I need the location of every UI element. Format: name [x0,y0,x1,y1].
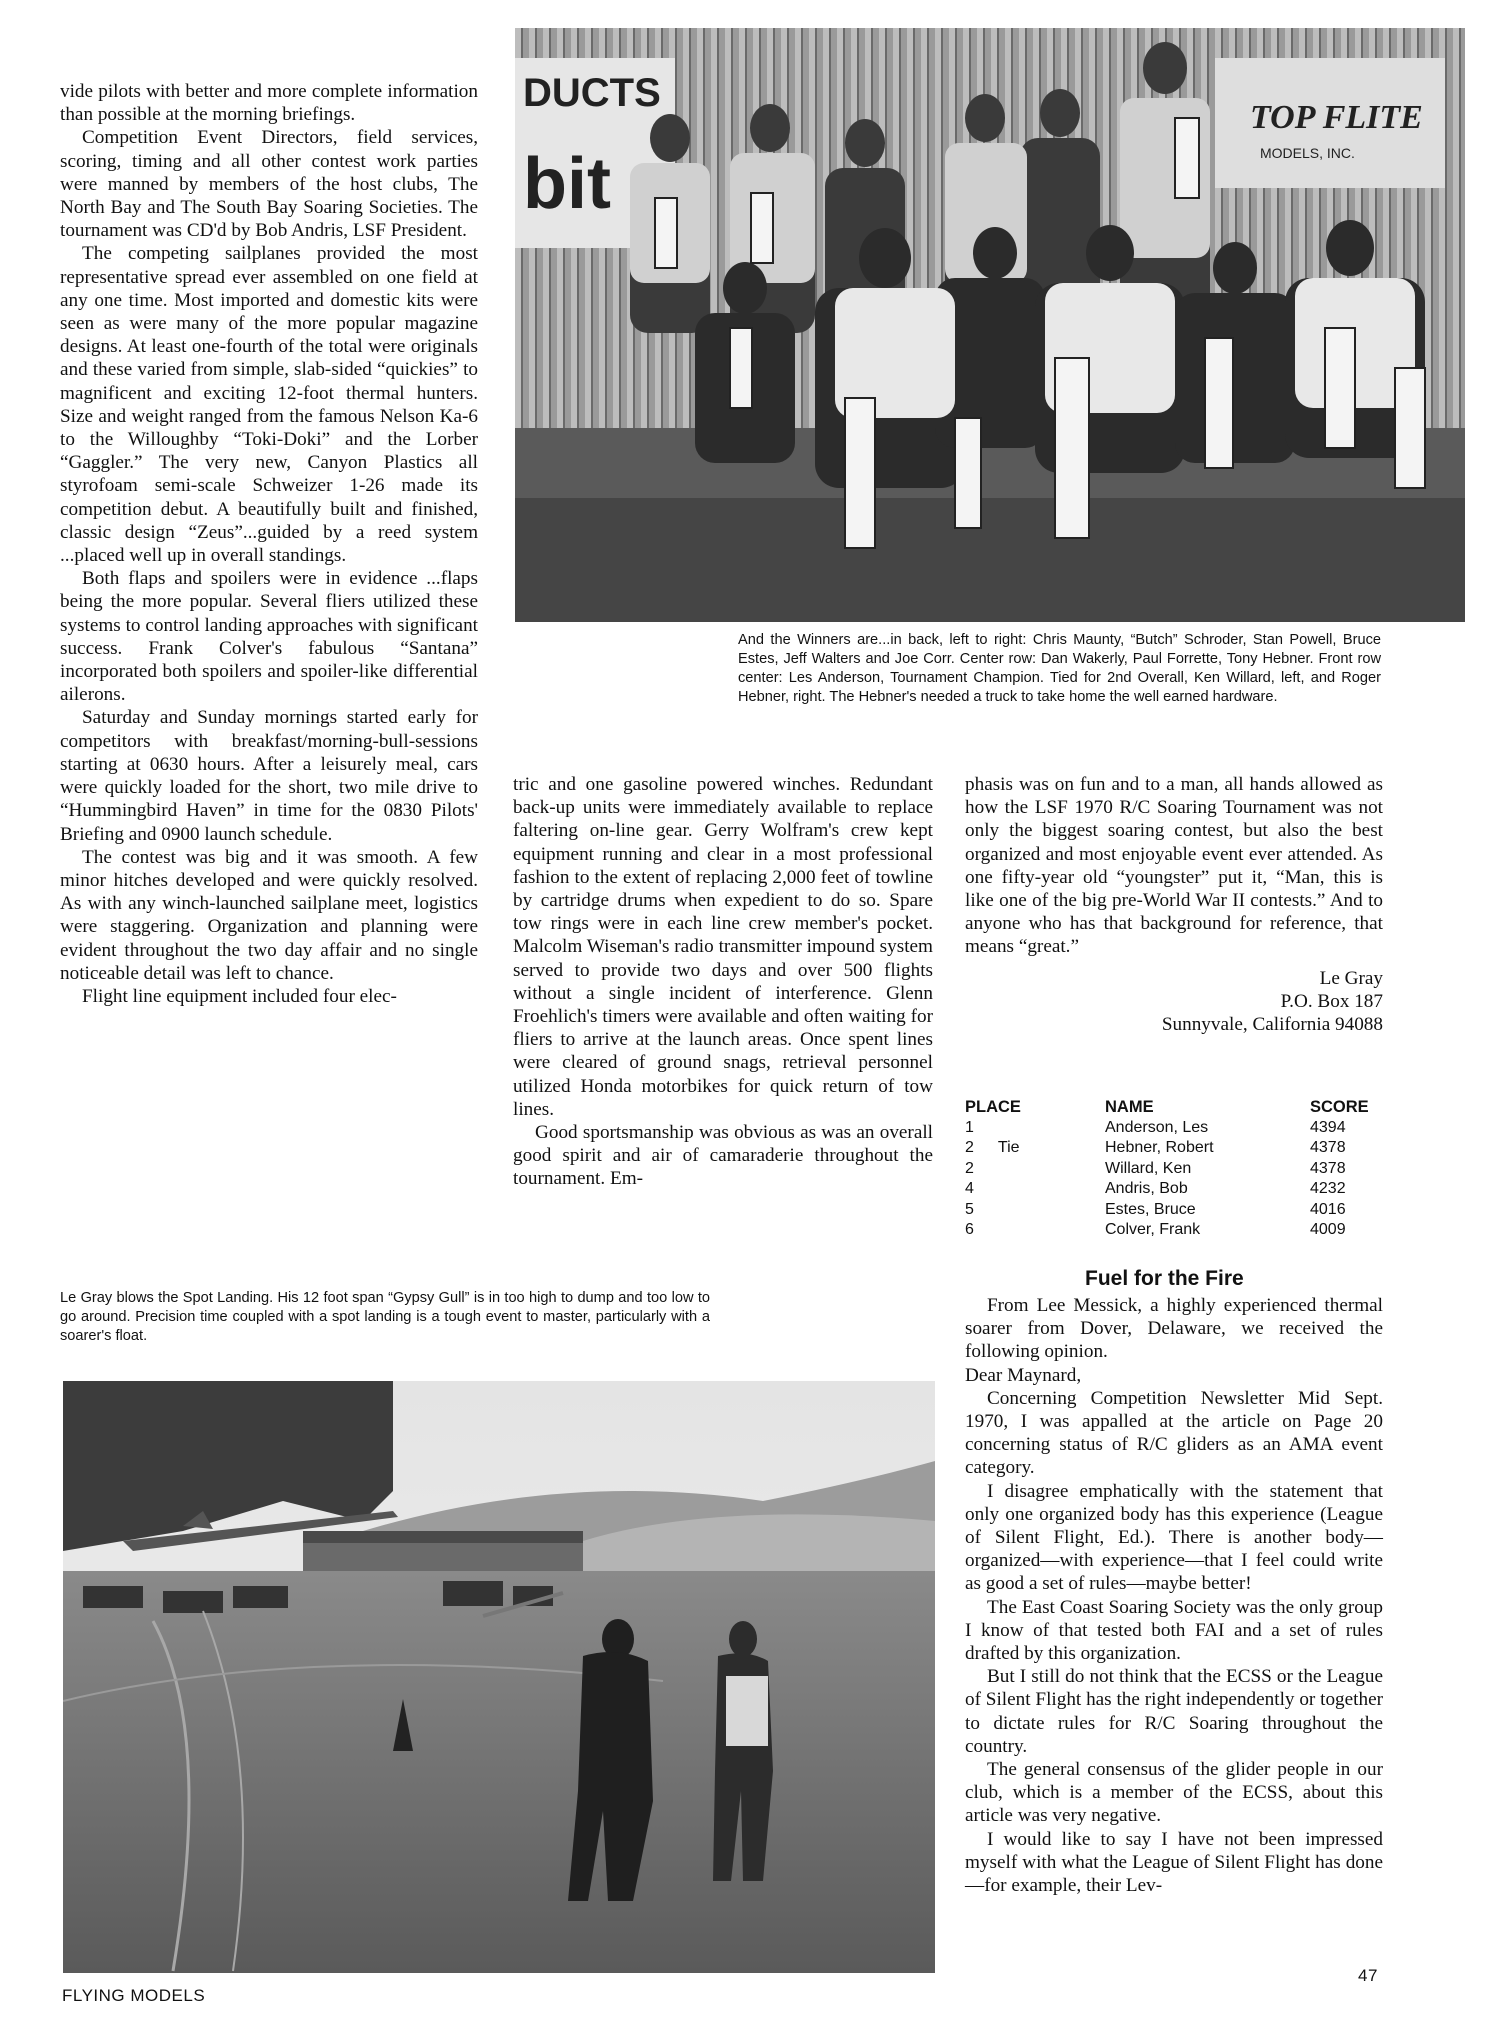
score-cell: 4378 [1310,1139,1346,1156]
paragraph: The competing sailplanes provided the most representative spread ever assembled on one field at any one time. Most imported and domestic kits were seen as were many of the more popular magazine designs. At least one-fourth of the total were originals and these varied from simple, slab-sided “quickies” to magnificent and exciting 12-foot thermal hunters. Size and weight ranged from the famous Nelson Ka-6 to the Willoughby “Toki-Doki” and the Lorber “Gaggler.” The very new, Canyon Plastics all styrofoam semi-scale Schweizer 1-26 made its competition debut. A beautifully built and finished, classic design “Zeus”...guided by a reed system ...placed well up in overall standings. [60,243,478,567]
table-row [965,1179,1383,1200]
name-cell: Willard, Ken [1105,1159,1192,1177]
column-header: NAME [1105,1098,1154,1116]
sign-text: bit [523,144,611,224]
right-column [965,773,1383,1036]
paragraph: vide pilots with better and more complete information than possible at the morning briefings. [60,81,478,126]
paragraph: Concerning Competition Newsletter Mid Sept. 1970, I was appalled at the article on Page 20 concerning status of R/C gliders as an AMA event category. [965,1387,1383,1479]
paragraph: phasis was on fun and to a man, all hands allowed as how the LSF 1970 R/C Soaring Tournament was not only the biggest soaring contest, but also the best organized and most enjoyable event ever attended. As one fifty-year old “youngster” put it, “Man, this is like one of the big pre-World War II contests.” And to anyone who has that background for reference, that means “great.” [965,774,1383,958]
name-cell: Colver, Frank [1105,1221,1201,1238]
paragraph: Both flaps and spoilers were in evidence ...flaps being the more popular. Several fliers utilized these systems to control landing approaches with significant success. Frank Colver's fabulous “Santana” incorporated both spoilers and spoiler-like differential ailerons. [60,568,478,706]
place-cell [965,1179,1105,1200]
score-cell: 4016 [1310,1200,1346,1218]
middle-column [513,773,933,1191]
place-cell [965,1138,1105,1159]
section-heading: Fuel for the Fire [1085,1267,1244,1290]
paragraph: Saturday and Sunday mornings started early for competitors with breakfast/morning-bull-sessions starting at 0630 hours. After a leisurely meal, cars were quickly loaded for the short, two mile drive to “Hummingbird Haven” in time for the 0830 Pilots' Briefing and 0900 launch schedule. [60,707,478,845]
name-cell: Estes, Bruce [1105,1200,1196,1218]
paragraph: Competition Event Directors, field services, scoring, timing and all other contest work parties were manned by members of the host clubs, The North Bay and The South Bay Soaring Societies. The tournament was CD'd by Bob Andris, LSF President. [60,127,478,242]
paragraph: Good sportsmanship was obvious as was an overall good spirit and air of camaraderie throughout the tournament. Em- [513,1122,933,1190]
paragraph: From Lee Messick, a highly experienced thermal soarer from Dover, Delaware, we received the following opinion. [965,1295,1383,1363]
signature-city: Sunnyvale, California 94088 [1161,1014,1383,1036]
results-table [965,1097,1383,1241]
paragraph: The general consensus of the glider people in our club, which is a member of the ECSS, about this article was very negative. [965,1759,1383,1827]
paragraph: But I still do not think that the ECSS or the League of Silent Flight has the right independently or together to dictate rules for R/C Soaring throughout the country. [965,1666,1383,1757]
score-cell: 4009 [1310,1221,1346,1238]
name-cell: Hebner, Robert [1105,1139,1214,1156]
score-cell: 4378 [1310,1159,1346,1177]
signature-address: P.O. Box 187 [1280,990,1383,1012]
score-cell: 4394 [1310,1118,1346,1136]
place-value: 5 [965,1200,974,1218]
table-row [965,1118,1383,1139]
signature-name: Le Gray [1319,967,1383,989]
sign-text: MODELS, INC. [1260,145,1355,161]
place-cell [965,1159,1105,1180]
place-cell [965,1220,1105,1241]
paragraph: tric and one gasoline powered winches. Redundant back-up units were immediately available to replace faltering on-line gear. Gerry Wolfram's crew kept equipment running and clear in a most professional fashion to the extent of replacing 2,000 feet of towline by cartridge drums when expedient to do so. Spare tow rings were in each line crew member's pocket. Malcolm Wiseman's radio transmitter impound system served to provide two days and over 500 flights without a single incident of interference. Glenn Froehlich's timers were available and often waiting for fliers to arrive at the launch areas. Once spent lines were cleared of ground snags, retrieval personnel utilized Honda motorbikes for quick return of tow lines. [513,774,933,1120]
table-row [965,1138,1383,1159]
column-header: SCORE [1310,1098,1369,1116]
paragraph: Flight line equipment included four elec- [82,985,397,1007]
column-header: PLACE [965,1098,1021,1116]
paragraph: The East Coast Soaring Society was the only group I know of that tested both FAI and a set of rules drafted by this organization. [965,1596,1383,1665]
table-row [965,1220,1383,1241]
place-value: 1 [965,1118,974,1136]
paragraph: I disagree emphatically with the statement that only one organized body has this experience (League of Silent Flight, Ed.). There is another body—organized—with experience—that I feel could write as good a set of rules—maybe better! [965,1480,1383,1595]
table-row [965,1200,1383,1221]
page-number: 47 [1358,1966,1378,1985]
winners-photo [515,28,1465,622]
salutation: Dear Maynard, [965,1364,1082,1386]
score-cell: 4232 [1310,1180,1346,1197]
left-column [60,80,478,1008]
name-cell: Anderson, Les [1105,1118,1209,1136]
place-cell [965,1200,1105,1221]
letter-column [965,1294,1383,1897]
place-value: 6 [965,1221,974,1238]
paragraph: I would like to say I have not been impressed myself with what the League of Silent Flight has done—for example, their Lev- [965,1828,1383,1897]
spot-landing-photo [63,1381,935,1973]
paragraph: The contest was big and it was smooth. A few minor hitches developed and were quickly resolved. As with any winch-launched sailplane meet, logistics were staggering. Organization and planning were evident throughout the two day affair and no single noticeable detail was left to chance. [60,846,478,984]
magazine-name: FLYING MODELS [62,1986,206,2005]
table-row [965,1159,1383,1180]
place-value: 4 [965,1180,974,1197]
spot-landing-caption: Le Gray blows the Spot Landing. His 12 foot span “Gypsy Gull” is in too high to dump and too low to go around. Precision time coupled with a spot landing is a tough event to master, particularly with a soarer's float. [60,1290,710,1344]
place-value: 2 [965,1159,974,1177]
table-header-row [965,1097,1383,1118]
place-cell [965,1118,1105,1139]
sign-text: TOP FLITE [1250,99,1423,136]
tie-note: Tie [997,1139,1020,1156]
name-cell: Andris, Bob [1105,1180,1188,1197]
sign-text: DUCTS [523,71,661,115]
signature [965,967,1383,1037]
winners-caption: And the Winners are...in back, left to right: Chris Maunty, “Butch” Schroder, Stan Powell, Bruce Estes, Jeff Walters and Joe Corr. Center row: Dan Wakerly, Paul Forrette, Tony Hebner. Front row center: Les Anderson, Tournament Champion. Tied for 2nd Overall, Ken Willard, left, and Roger Hebner, right. The Hebner's needed a truck to take home the well earned hardware. [738,632,1381,705]
place-value: 2 [965,1139,974,1156]
